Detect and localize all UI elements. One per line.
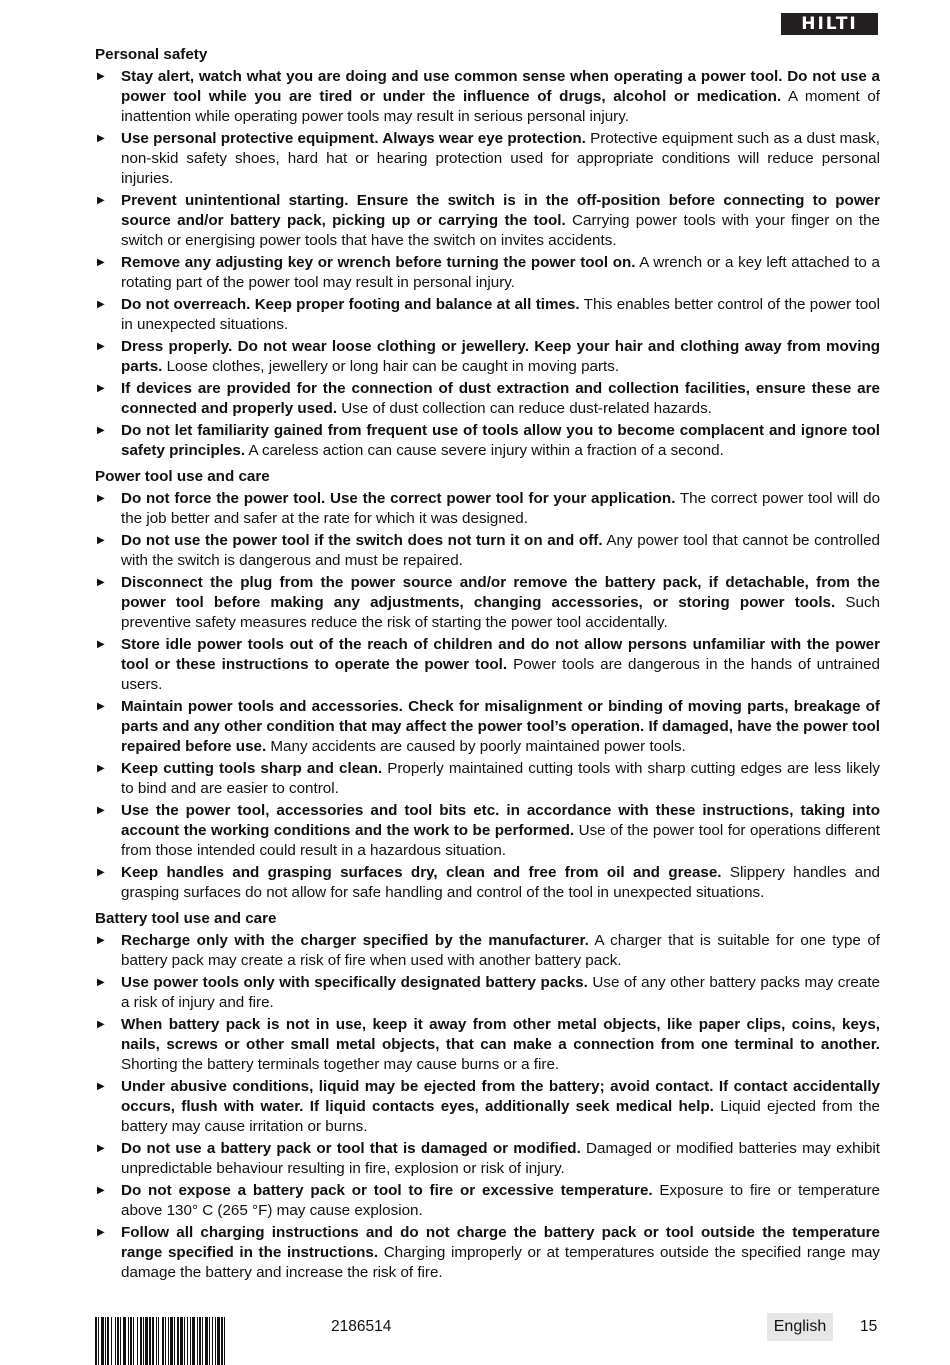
bullet-triangle-icon: ▶ <box>97 1081 105 1092</box>
document-body <box>95 45 880 1289</box>
barcode-bar <box>105 1317 106 1365</box>
barcode-bar <box>174 1317 175 1365</box>
list-item <box>95 379 880 419</box>
document-number: 2186514 <box>331 1318 392 1335</box>
barcode-bar <box>197 1317 198 1365</box>
instruction-explanation: Protective equipment such as a dust mask, non-skid safety shoes, hard hat or hearing protection used for appropriate conditions will reduce personal injuries. <box>121 130 880 187</box>
list-item <box>95 191 880 251</box>
barcode-bar <box>205 1317 208 1365</box>
barcode-bar <box>133 1317 134 1365</box>
barcode-bar <box>177 1317 179 1365</box>
list-item <box>95 253 880 293</box>
instruction-explanation: A careless action can cause severe injury within a fraction of a second. <box>245 442 724 459</box>
barcode-bar <box>192 1317 195 1365</box>
list-item <box>95 1181 880 1221</box>
bullet-list <box>95 67 880 461</box>
list-item <box>95 1139 880 1179</box>
list-item <box>95 1077 880 1137</box>
barcode-bar <box>115 1317 116 1365</box>
bullet-triangle-icon: ▶ <box>97 1143 105 1154</box>
bullet-triangle-icon: ▶ <box>97 867 105 878</box>
instruction-explanation: Slippery handles and grasping surfaces do not allow for safe handling and control of the tool in unexpected situations. <box>121 864 880 901</box>
instruction-explanation: This enables better control of the power tool in unexpected situations. <box>121 296 880 333</box>
section-title: Personal safety <box>95 46 208 63</box>
barcode-bar <box>187 1317 188 1365</box>
instruction-explanation: Liquid ejected from the battery may cause irritation or burns. <box>121 1098 880 1135</box>
list-item <box>95 973 880 1013</box>
instruction-bold: Maintain power tools and accessories. Check for misalignment or binding of moving parts, breakage of parts and any other condition that may affect the power tool’s operation. If damaged, have the power tool repaired before use. <box>121 698 880 755</box>
instruction-bold: Disconnect the plug from the power source and/or remove the battery pack, if detachable, from the power tool before making any adjustments, changing accessories, or storing power tools. <box>121 574 880 611</box>
list-item <box>95 489 880 529</box>
instruction-explanation: Use of the power tool for operations different from those intended could result in a hazardous situation. <box>121 822 880 859</box>
instruction-explanation: The correct power tool will do the job better and safer at the rate for which it was designed. <box>121 490 881 527</box>
barcode-bar <box>202 1317 203 1365</box>
instruction-explanation: Power tools are dangerous in the hands of untrained users. <box>121 656 880 693</box>
barcode-bar <box>190 1317 191 1365</box>
barcode-bar <box>156 1317 157 1365</box>
bullet-triangle-icon: ▶ <box>97 577 105 588</box>
barcode-bar <box>209 1317 210 1365</box>
barcode-bar <box>101 1317 104 1365</box>
section-personal-safety <box>95 45 880 461</box>
page-number: 15 <box>860 1318 878 1335</box>
barcode-bar <box>152 1317 154 1365</box>
instruction-bold: Do not expose a battery pack or tool to fire or excessive temperature. <box>121 1182 653 1199</box>
list-item <box>95 1015 880 1075</box>
list-item <box>95 759 880 799</box>
barcode-bar <box>221 1317 223 1365</box>
instruction-bold: Do not force the power tool. Use the correct power tool for your application. <box>121 490 676 507</box>
bullet-list <box>95 489 880 903</box>
list-item <box>95 67 880 127</box>
barcode-bar <box>98 1317 99 1365</box>
bullet-triangle-icon: ▶ <box>97 535 105 546</box>
barcode-bar <box>149 1317 151 1365</box>
instruction-bold: Recharge only with the charger specified by the manufacturer. <box>121 932 589 949</box>
instruction-explanation: Shorting the battery terminals together may cause burns or a fire. <box>121 1056 560 1073</box>
barcode-bar <box>199 1317 201 1365</box>
barcode-bar <box>180 1317 183 1365</box>
list-item <box>95 421 880 461</box>
bullet-triangle-icon: ▶ <box>97 1227 105 1238</box>
list-item <box>95 931 880 971</box>
barcode-bar <box>130 1317 132 1365</box>
instruction-explanation: Loose clothes, jewellery or long hair can be caught in moving parts. <box>162 358 620 375</box>
bullet-triangle-icon: ▶ <box>97 935 105 946</box>
bullet-triangle-icon: ▶ <box>97 1185 105 1196</box>
instruction-bold: Do not overreach. Keep proper footing and balance at all times. <box>121 296 580 313</box>
instruction-bold: If devices are provided for the connection of dust extraction and collection facilities, ensure these are connected and properly used. <box>121 380 880 417</box>
section-power-tool-use-and-care <box>95 467 880 903</box>
section-title: Battery tool use and care <box>95 910 277 927</box>
instruction-explanation: A moment of inattention while operating power tools may result in serious personal injury. <box>121 88 880 125</box>
bullet-triangle-icon: ▶ <box>97 701 105 712</box>
instruction-bold: Do not let familiarity gained from frequent use of tools allow you to become complacent and ignore tool safety principles. <box>121 422 880 459</box>
barcode-bar <box>212 1317 213 1365</box>
instruction-bold: Prevent unintentional starting. Ensure the switch is in the off-position before connecting to power source and/or battery pack, picking up or carrying the tool. <box>121 192 880 229</box>
instruction-explanation: Charging improperly or at temperatures outside the specified range may damage the battery and increase the risk of fire. <box>121 1244 880 1281</box>
bullet-triangle-icon: ▶ <box>97 195 105 206</box>
instruction-explanation: Any power tool that cannot be controlled with the switch is dangerous and must be repaired. <box>121 532 880 569</box>
bullet-triangle-icon: ▶ <box>97 805 105 816</box>
instruction-explanation: Properly maintained cutting tools with sharp cutting edges are less likely to bind and are easier to control. <box>121 760 880 797</box>
instruction-bold: When battery pack is not in use, keep it away from other metal objects, like paper clips, coins, keys, nails, screws or other small metal objects, that can make a connection from one terminal to another. <box>121 1016 880 1053</box>
bullet-triangle-icon: ▶ <box>97 341 105 352</box>
instruction-explanation: Exposure to fire or temperature above 130° C (265 °F) may cause explosion. <box>121 1182 880 1219</box>
list-item <box>95 573 880 633</box>
bullet-triangle-icon: ▶ <box>97 133 105 144</box>
barcode-bar <box>184 1317 185 1365</box>
barcode-bar <box>95 1317 97 1365</box>
barcode-bar <box>215 1317 216 1365</box>
bullet-triangle-icon: ▶ <box>97 71 105 82</box>
barcode-bar <box>168 1317 169 1365</box>
list-item <box>95 295 880 335</box>
barcode-bar <box>143 1317 144 1365</box>
bullet-triangle-icon: ▶ <box>97 639 105 650</box>
hilti-logo: HILTI <box>781 13 878 35</box>
list-item <box>95 863 880 903</box>
section-battery-tool-use-and-care <box>95 909 880 1283</box>
bullet-triangle-icon: ▶ <box>97 763 105 774</box>
instruction-explanation: Use of dust collection can reduce dust-related hazards. <box>337 400 712 417</box>
instruction-explanation: A wrench or a key left attached to a rotating part of the power tool may result in personal injury. <box>121 254 880 291</box>
list-item <box>95 531 880 571</box>
barcode <box>95 1317 311 1365</box>
instruction-bold: Keep handles and grasping surfaces dry, clean and free from oil and grease. <box>121 864 722 881</box>
barcode-bar <box>158 1317 159 1365</box>
list-item <box>95 801 880 861</box>
instruction-bold: Do not use the power tool if the switch does not turn it on and off. <box>121 532 603 549</box>
barcode-bar <box>111 1317 112 1365</box>
barcode-bar <box>170 1317 173 1365</box>
instruction-bold: Under abusive conditions, liquid may be ejected from the battery; avoid contact. If contact accidentally occurs, flush with water. If liquid contacts eyes, additionally seek medical help. <box>121 1078 880 1115</box>
instruction-explanation: Carrying power tools with your finger on the switch or energising power tools that have the switch on invites accidents. <box>121 212 880 249</box>
instruction-explanation: Damaged or modified batteries may exhibit unpredictable behaviour resulting in fire, explosion or risk of injury. <box>121 1140 880 1177</box>
language-badge: English <box>767 1313 833 1341</box>
list-item <box>95 635 880 695</box>
instruction-bold: Follow all charging instructions and do not charge the battery pack or tool outside the temperature range specified in the instructions. <box>121 1224 880 1261</box>
bullet-triangle-icon: ▶ <box>97 425 105 436</box>
barcode-bar <box>107 1317 109 1365</box>
barcode-bar <box>123 1317 126 1365</box>
instruction-bold: Use the power tool, accessories and tool bits etc. in accordance with these instructions, taking into account the working conditions and the work to be performed. <box>121 802 880 839</box>
instruction-bold: Dress properly. Do not wear loose clothing or jewellery. Keep your hair and clothing away from moving parts. <box>121 338 880 375</box>
bullet-triangle-icon: ▶ <box>97 493 105 504</box>
instruction-explanation: Use of any other battery packs may create a risk of injury and fire. <box>121 974 880 1011</box>
instruction-explanation: Many accidents are caused by poorly maintained power tools. <box>266 738 686 755</box>
instruction-bold: Keep cutting tools sharp and clean. <box>121 760 383 777</box>
bullet-triangle-icon: ▶ <box>97 299 105 310</box>
barcode-bar <box>162 1317 164 1365</box>
barcode-bar <box>140 1317 142 1365</box>
instruction-bold: Store idle power tools out of the reach of children and do not allow persons unfamiliar with the power tool or these instructions to operate the power tool. <box>121 636 880 673</box>
instruction-bold: Use power tools only with specifically designated battery packs. <box>121 974 588 991</box>
barcode-bar <box>117 1317 119 1365</box>
instruction-explanation: Such preventive safety measures reduce the risk of starting the power tool accidentally. <box>121 594 880 631</box>
bullet-triangle-icon: ▶ <box>97 257 105 268</box>
instruction-bold: Use personal protective equipment. Always wear eye protection. <box>121 130 586 147</box>
barcode-bar <box>224 1317 225 1365</box>
list-item <box>95 129 880 189</box>
list-item <box>95 337 880 377</box>
list-item <box>95 697 880 757</box>
instruction-bold: Do not use a battery pack or tool that is damaged or modified. <box>121 1140 581 1157</box>
bullet-list <box>95 931 880 1283</box>
list-item <box>95 1223 880 1283</box>
section-title: Power tool use and care <box>95 468 270 485</box>
instruction-explanation: A charger that is suitable for one type of battery pack may create a risk of fire when used with another battery pack. <box>121 932 880 969</box>
barcode-bar <box>165 1317 166 1365</box>
instruction-bold: Stay alert, watch what you are doing and use common sense when operating a power tool. Do not use a power tool while you are tired or under the influence of drugs, alcohol or medication. <box>121 68 880 105</box>
bullet-triangle-icon: ▶ <box>97 977 105 988</box>
barcode-bar <box>217 1317 220 1365</box>
bullet-triangle-icon: ▶ <box>97 383 105 394</box>
instruction-bold: Remove any adjusting key or wrench before turning the power tool on. <box>121 254 636 271</box>
barcode-bar <box>137 1317 138 1365</box>
barcode-bar <box>145 1317 148 1365</box>
bullet-triangle-icon: ▶ <box>97 1019 105 1030</box>
barcode-bar <box>128 1317 129 1365</box>
barcode-bar <box>120 1317 121 1365</box>
